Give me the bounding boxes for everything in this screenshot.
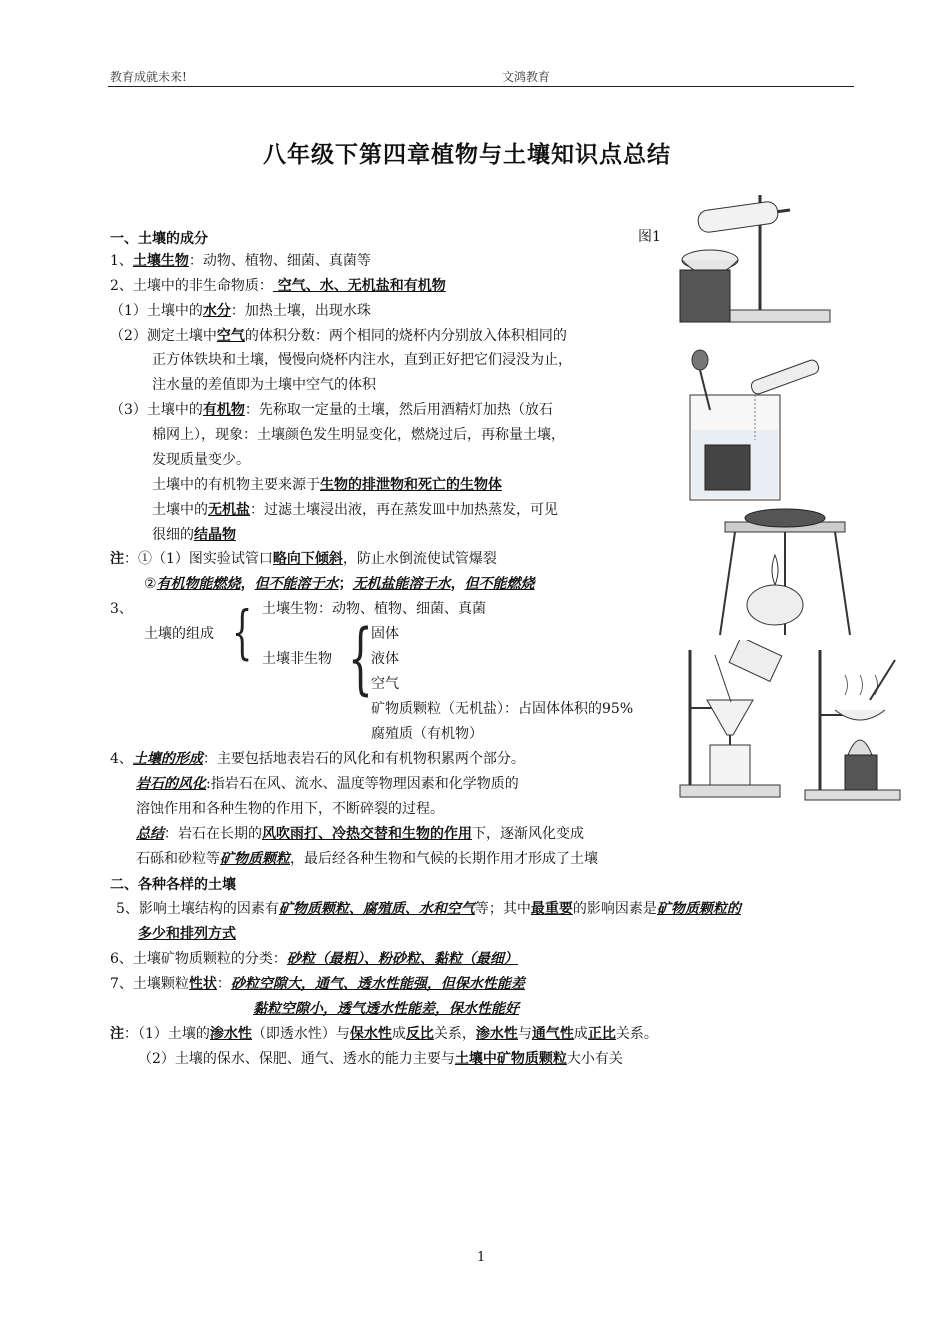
text-line: 石砾和砂粒等矿物质颗粒，最后经各种生物和气候的长期作用才形成了土壤 [136, 851, 598, 867]
text-line: 总结：岩石在长期的风吹雨打、冷热交替和生物的作用下，逐渐风化变成 [136, 826, 584, 842]
text-line: 4、土壤的形成：主要包括地表岩石的风化和有机物积累两个部分。 [110, 751, 525, 767]
note-line: 注：（1）土壤的渗水性（即透水性）与保水性成反比关系，渗水性与通气性成正比关系。 [110, 1026, 658, 1042]
text-line: 正方体铁块和土壤，慢慢向烧杯内注水，直到正好把它们浸没为止， [152, 352, 572, 368]
composition-humus: 腐殖质（有机物） [371, 726, 483, 742]
page-number: 1 [477, 1250, 486, 1265]
brace-icon: { [348, 614, 373, 704]
text-line: （2）测定土壤中空气的体积分数：两个相同的烧杯内分别放入体积相同的 [110, 328, 567, 344]
composition-liquid: 液体 [371, 651, 399, 667]
section-heading-1: 一、土壤的成分 [110, 231, 208, 247]
text-line: 很细的结晶物 [152, 527, 236, 543]
text-line: 7、土壤颗粒性状：砂粒空隙大，通气、透水性能强，但保水性能差 [110, 976, 525, 992]
filtration-illustration [675, 640, 795, 805]
composition-nonbio: 土壤非生物 [262, 651, 332, 667]
text-line: 土壤中的有机物主要来源于生物的排泄物和死亡的生物体 [152, 477, 502, 493]
text-line: 岩石的风化:指岩石在风、流水、温度等物理因素和化学物质的 [136, 776, 519, 792]
text-line: 土壤中的无机盐：过滤土壤浸出液，再在蒸发皿中加热蒸发，可见 [152, 502, 558, 518]
text-line: 黏粒空隙小，透气透水性能差，保水性能好 [253, 1001, 519, 1017]
brace-icon: { [232, 598, 253, 666]
text-line: 6、土壤矿物质颗粒的分类：砂粒（最粗）、粉砂粒、黏粒（最细） [110, 951, 518, 967]
composition-mineral: 矿物质颗粒（无机盐）：占固体体积的95% [371, 701, 634, 717]
composition-bio: 土壤生物：动物、植物、细菌、真菌 [262, 601, 486, 617]
text-line: 1、土壤生物：动物、植物、细菌、真菌等 [110, 253, 371, 269]
text-line: 多少和排列方式 [138, 926, 236, 942]
page-title: 八年级下第四章植物与土壤知识点总结 [263, 142, 671, 168]
text-line: （1）土壤中的水分：加热土壤，出现水珠 [110, 303, 371, 319]
composition-number: 3、 [110, 601, 133, 617]
test-tube-heating-illustration [670, 190, 840, 335]
text-line: 发现质量变少。 [152, 452, 250, 468]
composition-solid: 固体 [371, 626, 399, 642]
composition-root: 土壤的组成 [144, 626, 214, 642]
text-line: 溶蚀作用和各种生物的作用下，不断碎裂的过程。 [136, 801, 444, 817]
header-left: 教育成就未来! [110, 70, 187, 84]
evaporation-illustration [800, 640, 910, 805]
header-center: 文鸿教育 [502, 70, 551, 84]
figure-label: 图1 [638, 229, 661, 245]
note-line: 注：①（1）图实验试管口略向下倾斜，防止水倒流使试管爆裂 [110, 551, 497, 567]
note-line: ②有机物能燃烧，但不能溶于水；无机盐能溶于水，但不能燃烧 [144, 576, 535, 592]
note-line: （2）土壤的保水、保肥、通气、透水的能力主要与土壤中矿物质颗粒大小有关 [138, 1051, 623, 1067]
composition-air: 空气 [371, 676, 399, 692]
text-line: 5、影响土壤结构的因素有矿物质颗粒、腐殖质、水和空气等；其中最重要的影响因素是矿物质颗粒的 [116, 901, 741, 917]
text-line: （3）土壤中的有机物：先称取一定量的土壤，然后用酒精灯加热（放石 [110, 402, 553, 418]
text-line: 棉网上），现象：土壤颜色发生明显变化，燃烧过后，再称量土壤， [152, 427, 565, 443]
header-rule [108, 86, 854, 87]
text-line: 2、土壤中的非生命物质： 空气、水、无机盐和有机物 [110, 278, 446, 294]
soil-heating-illustration [705, 500, 860, 640]
beaker-block-illustration [680, 340, 830, 510]
text-line: 注水量的差值即为土壤中空气的体积 [152, 377, 376, 393]
section-heading-2: 二、各种各样的土壤 [110, 877, 236, 893]
